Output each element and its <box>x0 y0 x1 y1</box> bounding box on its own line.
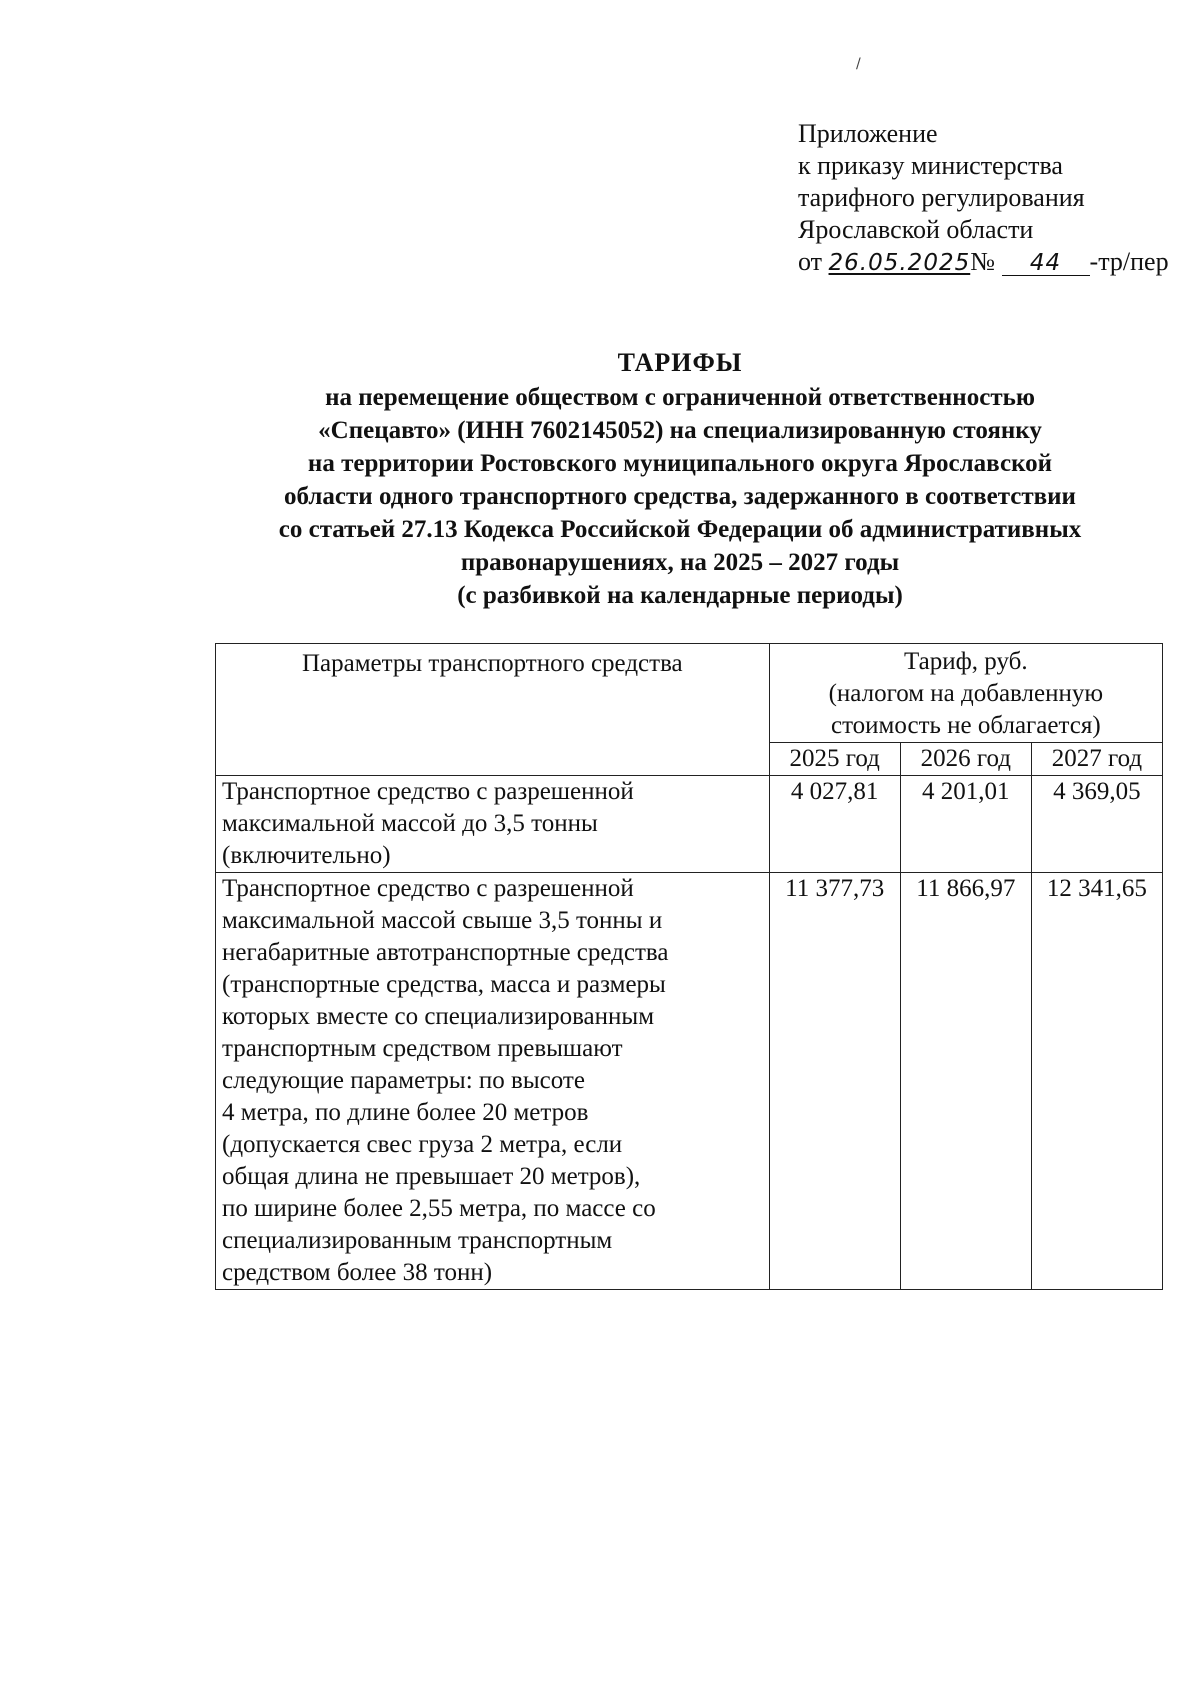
param-line: максимальной массой свыше 3,5 тонны и <box>222 907 663 934</box>
param-line: (допускается свес груза 2 метра, если <box>222 1131 623 1158</box>
title-line: области одного транспортного средства, задержанного в соответствии <box>284 483 1076 510</box>
param-line: общая длина не превышает 20 метров), <box>222 1163 641 1190</box>
param-line: специализированным транспортным <box>222 1227 613 1254</box>
handwritten-number: 44 <box>1029 250 1062 276</box>
table-row <box>216 873 1163 1290</box>
title-line: правонарушениях, на 2025 – 2027 годы <box>460 549 900 576</box>
table-row <box>216 776 1163 873</box>
tariff-column-header <box>769 644 1162 743</box>
tariff-value-2025: 11 377,73 <box>769 873 900 1290</box>
number-sign: № <box>970 247 996 276</box>
param-line: следующие параметры: по высоте <box>222 1067 585 1094</box>
title-line: (с разбивкой на календарные периоды) <box>457 582 903 609</box>
param-line: Транспортное средство с разрешенной <box>222 778 634 805</box>
document-title <box>200 346 1160 612</box>
param-line: средством более 38 тонн) <box>222 1259 493 1286</box>
tariff-value-2027: 12 341,65 <box>1031 873 1162 1290</box>
tariff-value-2025: 4 027,81 <box>769 776 900 873</box>
tariff-value-2026: 4 201,01 <box>900 776 1031 873</box>
handwritten-date: 26.05.2025 <box>828 250 971 276</box>
tariff-table <box>215 643 1163 1290</box>
tariff-value-2026: 11 866,97 <box>900 873 1031 1290</box>
year-header-2027: 2027 год <box>1031 743 1162 776</box>
appendix-line: Ярославской области <box>798 215 1034 244</box>
param-line: по ширине более 2,55 метра, по массе со <box>222 1195 656 1222</box>
number-suffix: -тр/пер <box>1089 247 1169 276</box>
param-line: (включительно) <box>222 842 391 869</box>
param-line: (транспортные средства, масса и размеры <box>222 971 666 998</box>
tariff-header-line: стоимость не облагается) <box>830 712 1101 739</box>
param-cell <box>216 873 770 1290</box>
appendix-date-line <box>798 246 1169 279</box>
year-header-2025: 2025 год <box>769 743 900 776</box>
appendix-line: к приказу министерства <box>798 151 1063 180</box>
year-header-2026: 2026 год <box>900 743 1031 776</box>
appendix-header <box>798 118 1169 279</box>
param-line: которых вместе со специализированным <box>222 1003 655 1030</box>
title-line: «Спецавто» (ИНН 7602145052) на специализированную стоянку <box>318 417 1042 444</box>
tariff-header-line: (налогом на добавленную <box>828 680 1104 707</box>
table-header-row <box>216 644 1163 743</box>
date-prefix: от <box>798 247 823 276</box>
tariff-header-line: Тариф, руб. <box>903 648 1028 675</box>
title-line: на территории Ростовского муниципального округа Ярославской <box>307 450 1053 477</box>
appendix-line: Приложение <box>798 119 938 148</box>
param-column-header: Параметры транспортного средства <box>216 644 770 776</box>
title-line: на перемещение обществом с ограниченной ответственностью <box>325 384 1035 411</box>
tariff-value-2027: 4 369,05 <box>1031 776 1162 873</box>
param-cell <box>216 776 770 873</box>
title-main: ТАРИФЫ <box>617 348 743 377</box>
param-line: негабаритные автотранспортные средства <box>222 939 669 966</box>
scan-mark: / <box>856 56 861 72</box>
param-line: Транспортное средство с разрешенной <box>222 875 634 902</box>
appendix-line: тарифного регулирования <box>798 183 1085 212</box>
param-line: транспортным средством превышают <box>222 1035 623 1062</box>
title-line: со статьей 27.13 Кодекса Российской Федерации об административных <box>278 516 1082 543</box>
param-line: 4 метра, по длине более 20 метров <box>222 1099 589 1126</box>
param-line: максимальной массой до 3,5 тонны <box>222 810 598 837</box>
handwritten-number-field <box>1002 250 1090 276</box>
